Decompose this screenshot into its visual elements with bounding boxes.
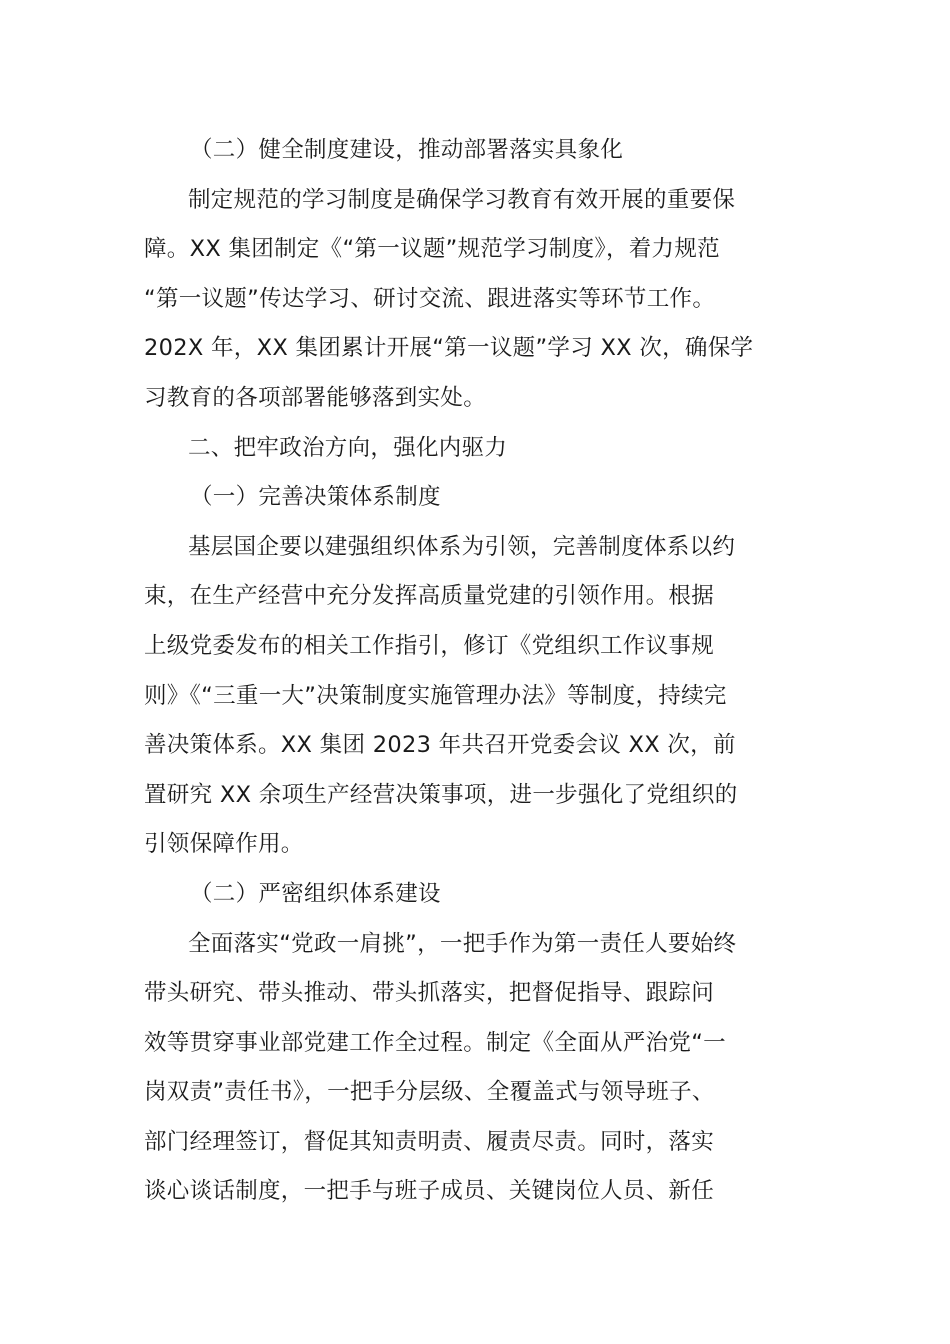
- paragraph-line: 效等贯穿事业部党建工作全过程。制定《全面从严治党“一: [144, 1029, 726, 1056]
- paragraph-line: 上级党委发布的相关工作指引，修订《党组织工作议事规: [144, 632, 715, 659]
- paragraph-line: 谈心谈话制度，一把手与班子成员、关键岗位人员、新任: [144, 1178, 715, 1205]
- paragraph-line: 制定规范的学习制度是确保学习教育有效开展的重要保: [188, 186, 736, 213]
- paragraph-line: 束，在生产经营中充分发挥高质量党建的引领作用。根据: [144, 583, 715, 610]
- paragraph-line: 善决策体系。XX 集团 2023 年共召开党委会议 XX 次，前: [144, 732, 736, 759]
- paragraph-line: 置研究 XX 余项生产经营决策事项，进一步强化了党组织的: [144, 781, 738, 808]
- paragraph-line: 基层国企要以建强组织体系为引领，完善制度体系以约: [188, 533, 736, 560]
- paragraph-line: 部门经理签订，督促其知责明责、履责尽责。同时，落实: [144, 1128, 715, 1155]
- paragraph-line: 岗双责”责任书》，一把手分层级、全覆盖式与领导班子、: [144, 1079, 715, 1106]
- section-heading-2: 二、把牢政治方向，强化内驱力: [188, 434, 508, 461]
- section-heading-2-1: （一）完善决策体系制度: [190, 484, 441, 511]
- section-heading-2-2: （二）健全制度建设，推动部署落实具象化: [190, 137, 624, 163]
- paragraph-line: “第一议题”传达学习、研讨交流、跟进落实等环节工作。: [144, 285, 716, 312]
- paragraph-line: 引领保障作用。: [144, 831, 304, 858]
- paragraph-line: 全面落实“党政一肩挑”，一把手作为第一责任人要始终: [188, 930, 737, 957]
- paragraph-line: 障。XX 集团制定《“第一议题”规范学习制度》，着力规范: [144, 236, 720, 263]
- document-body: [144, 126, 804, 1217]
- paragraph-line: 带头研究、带头推动、带头抓落实，把督促指导、跟踪问: [144, 980, 715, 1007]
- paragraph-line: 则》《“三重一大”决策制度实施管理办法》等制度，持续完: [144, 682, 727, 709]
- paragraph-line: 习教育的各项部署能够落到实处。: [144, 384, 487, 411]
- section-heading-2-2b: （二）严密组织体系建设: [190, 880, 441, 907]
- paragraph-line: 202X 年，XX 集团累计开展“第一议题”学习 XX 次，确保学: [144, 335, 754, 362]
